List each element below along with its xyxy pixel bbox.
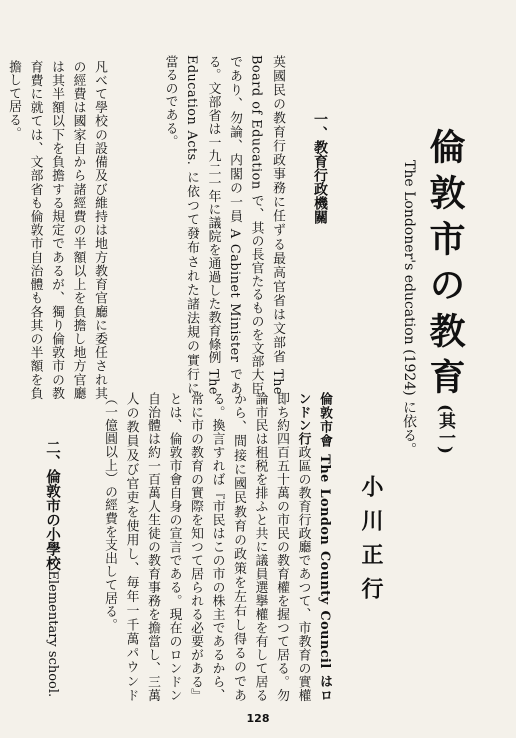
school-funding-paragraph: 凡べて學校の設備及び維持は地方教育官廳に委任され其の經費は國家自から諸經費の半額以上を負擔し地方官廳は其半額以下を負擔する規定であるが、獨り倫敦市の教育費に就ては、文部省も倫敦市自治體も各其の半額を負擔して居る。: [6, 60, 107, 400]
council-paragraph-lead: 倫敦市會 The London County Council はロンドン行: [295, 392, 332, 702]
author-name: 小川正行: [358, 475, 384, 611]
article-title-text: 倫敦市の教育: [424, 128, 466, 404]
section-heading-elementary: [42, 440, 62, 697]
council-paragraph-body: 政區の教育行政廳であつて、市教育の實權即ち約四百五十萬の市民の教育權を握つて居る。勿論市民は租税を排ふと共に議員選擧權を有して居るから、間接に國民教育の政策を左右し得るのである。換言すれば『市民はこの市の株主であるから、常に市の教育の實際を知つて居られる必要がある』とは、倫敦市會自身の宣言である。現在のロンドン自治體は: [145, 392, 311, 703]
administration-paragraph: 英國民の教育行政事務に任ずる最高官省は文部省 The Board of Education で、其の長官たるものを文部大臣であり、勿論、内閣の一員 A Cabinet Minister である。文部省は一九二一年に議院を通過した教育條例 The Education Acts. に依つて發布された諸法規の實行に當るのである。: [162, 55, 285, 395]
section-heading-elementary-ja: 二、倫敦市の小學校: [44, 440, 61, 571]
section-heading-administration: 一、教育行政機關: [312, 112, 328, 224]
article-subtitle: The Londoner's education (1924) に依る。: [401, 160, 417, 457]
article-title-number: (其一): [435, 404, 455, 455]
council-paragraph-body2: 約一百萬人生徒の教育事務を擔當し、三萬人の教員及び官吏を使用し、毎年一千萬パウンド（一億圓以上）の經費を支出して居る。: [102, 392, 160, 703]
article-title: [420, 128, 470, 454]
page-number: 128: [246, 712, 270, 725]
council-paragraph: [102, 392, 335, 703]
section-heading-elementary-en: Elementary school.: [45, 570, 60, 698]
